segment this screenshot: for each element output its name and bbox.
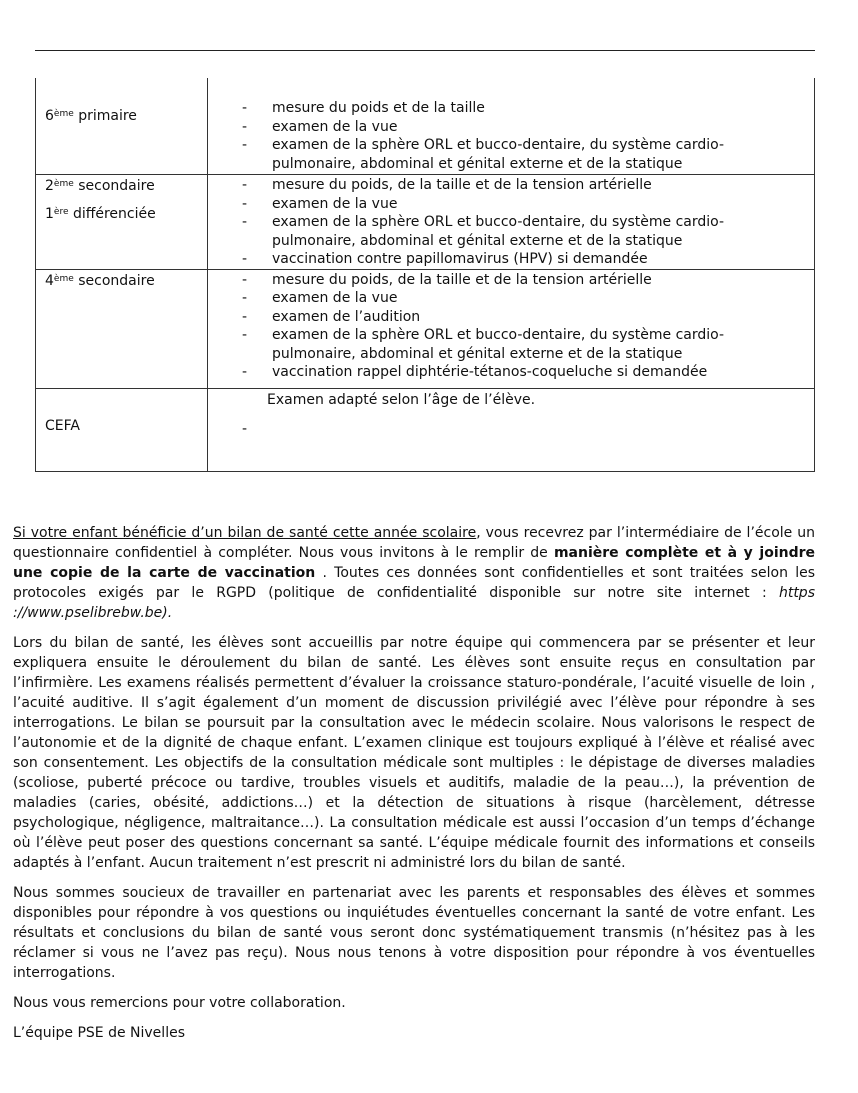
exam-list <box>208 99 814 173</box>
grade-label: CEFA <box>45 417 80 434</box>
list-item: - vaccination rappel diphtérie-tétanos-coqueluche si demandée <box>242 364 708 380</box>
paragraph-signature: L’équipe PSE de Nivelles <box>13 1025 185 1041</box>
exam-list <box>208 176 814 269</box>
table-row <box>36 78 815 175</box>
exam-list <box>208 271 814 382</box>
grade-label: 1ère différenciée <box>45 205 156 222</box>
health-check-table <box>35 78 815 472</box>
paragraph-partnership: Nous sommes soucieux de travailler en partenariat avec les parents et responsables des élèves et sommes disponibles pour répondre à vos questions ou inquiétudes éventuelles concernant la santé de votre enfant. Les résultats et conclusions du bilan de santé vous seront donc systématiquement transmis (n’hésitez pas à les réclamer si vous ne l’avez pas reçu). Nous nous tenons à votre disposition pour répondre à vos éventuelles interrogations. <box>13 885 815 981</box>
table-row <box>36 388 815 471</box>
paragraph-questionnaire: Si votre enfant bénéficie d’un bilan de santé cette année scolaire, vous recevrez par l’intermédiaire de l’école un questionnaire confidentiel à compléter. Nous vous invitons à le remplir de manière complète et à y joindre une copie de la carte de vaccination . Toutes ces données sont confidentielles et sont traitées selon les protocoles exigés par le RGPD (politique de confidentialité disponible sur notre site internet : https ://www.pselibrebw.be). <box>13 525 816 621</box>
exam-items-cell <box>208 78 815 175</box>
grade-label: 2ème secondaire <box>45 178 155 194</box>
exam-items-cell <box>208 388 815 471</box>
underlined-text: Si votre enfant bénéficie d’un bilan de santé cette année scolaire <box>13 525 477 541</box>
header-rule <box>35 50 815 51</box>
grade-label: 4ème secondaire <box>45 272 155 289</box>
website-link-text: https ://www.pselibrebw.be). <box>13 585 815 621</box>
grade-cell <box>36 269 208 388</box>
list-item: - examen de la vue <box>242 195 398 212</box>
table-row <box>36 269 815 388</box>
list-item: - examen de l’audition <box>242 308 421 325</box>
exam-items-cell <box>208 269 815 388</box>
grade-cell <box>36 388 208 471</box>
exam-items-cell <box>208 175 815 270</box>
bold-text: manière complète et à y joindre une copie de la carte de vaccination <box>13 545 816 581</box>
list-item: - examen de la vue <box>242 118 398 135</box>
list-item: - examen de la sphère ORL et bucco-dentaire, du système cardio-pulmonaire, abdominal et génital externe et de la statique <box>242 327 725 362</box>
list-item: - examen de la sphère ORL et bucco-dentaire, du système cardio-pulmonaire, abdominal et génital externe et de la statique <box>242 214 725 249</box>
grade-cell <box>36 78 208 175</box>
body-text <box>13 523 815 1053</box>
paragraph-thanks: Nous vous remercions pour votre collaboration. <box>13 995 346 1011</box>
cefa-description: Examen adapté selon l’âge de l’élève. <box>267 391 536 408</box>
list-item: - mesure du poids, de la taille et de la tension artérielle <box>242 177 652 193</box>
grade-label: 6ème primaire <box>45 108 137 124</box>
table-row <box>36 175 815 270</box>
paragraph-procedure: Lors du bilan de santé, les élèves sont accueillis par notre équipe qui commencera par se présenter et leur expliquera ensuite le déroulement du bilan de santé. Les élèves sont ensuite reçus en consultation par l’infirmière. Les examens réalisés permettent d’évaluer la croissance staturo-pondérale, l’acuité visuelle de loin , l’acuité auditive. Il s’agit également d’un moment de discussion privilégié avec l’élève pour répondre à ses interrogations. Le bilan se poursuit par la consultation avec le médecin scolaire. Nous valorisons le respect de l’autonomie et de la dignité de chaque enfant. L’examen clinique est toujours expliqué à l’élève et réalisé avec son consentement. Les objectifs de la consultation médicale sont multiples : le dépistage de diverses maladies (scoliose, puberté précoce ou tardive, troubles visuels et auditifs, maladie de la peau…), la prévention de maladies (caries, obésité, addictions…) et la détection de situations à risque (harcèlement, détresse psychologique, négligence, maltraitance…). La consultation médicale est aussi l’occasion d’un temps d’échange où l’élève peut poser des questions concernant sa santé. L’équipe médicale fournit des informations et conseils adaptés à l’enfant. Aucun traitement n’est prescrit ni administré lors du bilan de santé. <box>13 635 815 871</box>
grade-cell <box>36 175 208 270</box>
list-dash: - <box>242 420 248 437</box>
list-item: - examen de la sphère ORL et bucco-dentaire, du système cardio-pulmonaire, abdominal et génital externe et de la statique <box>242 137 725 172</box>
list-item: - mesure du poids et de la taille <box>242 100 485 116</box>
list-item: - mesure du poids, de la taille et de la tension artérielle <box>242 271 652 288</box>
list-item: - vaccination contre papillomavirus (HPV) si demandée <box>242 251 648 267</box>
list-item: - examen de la vue <box>242 290 398 306</box>
